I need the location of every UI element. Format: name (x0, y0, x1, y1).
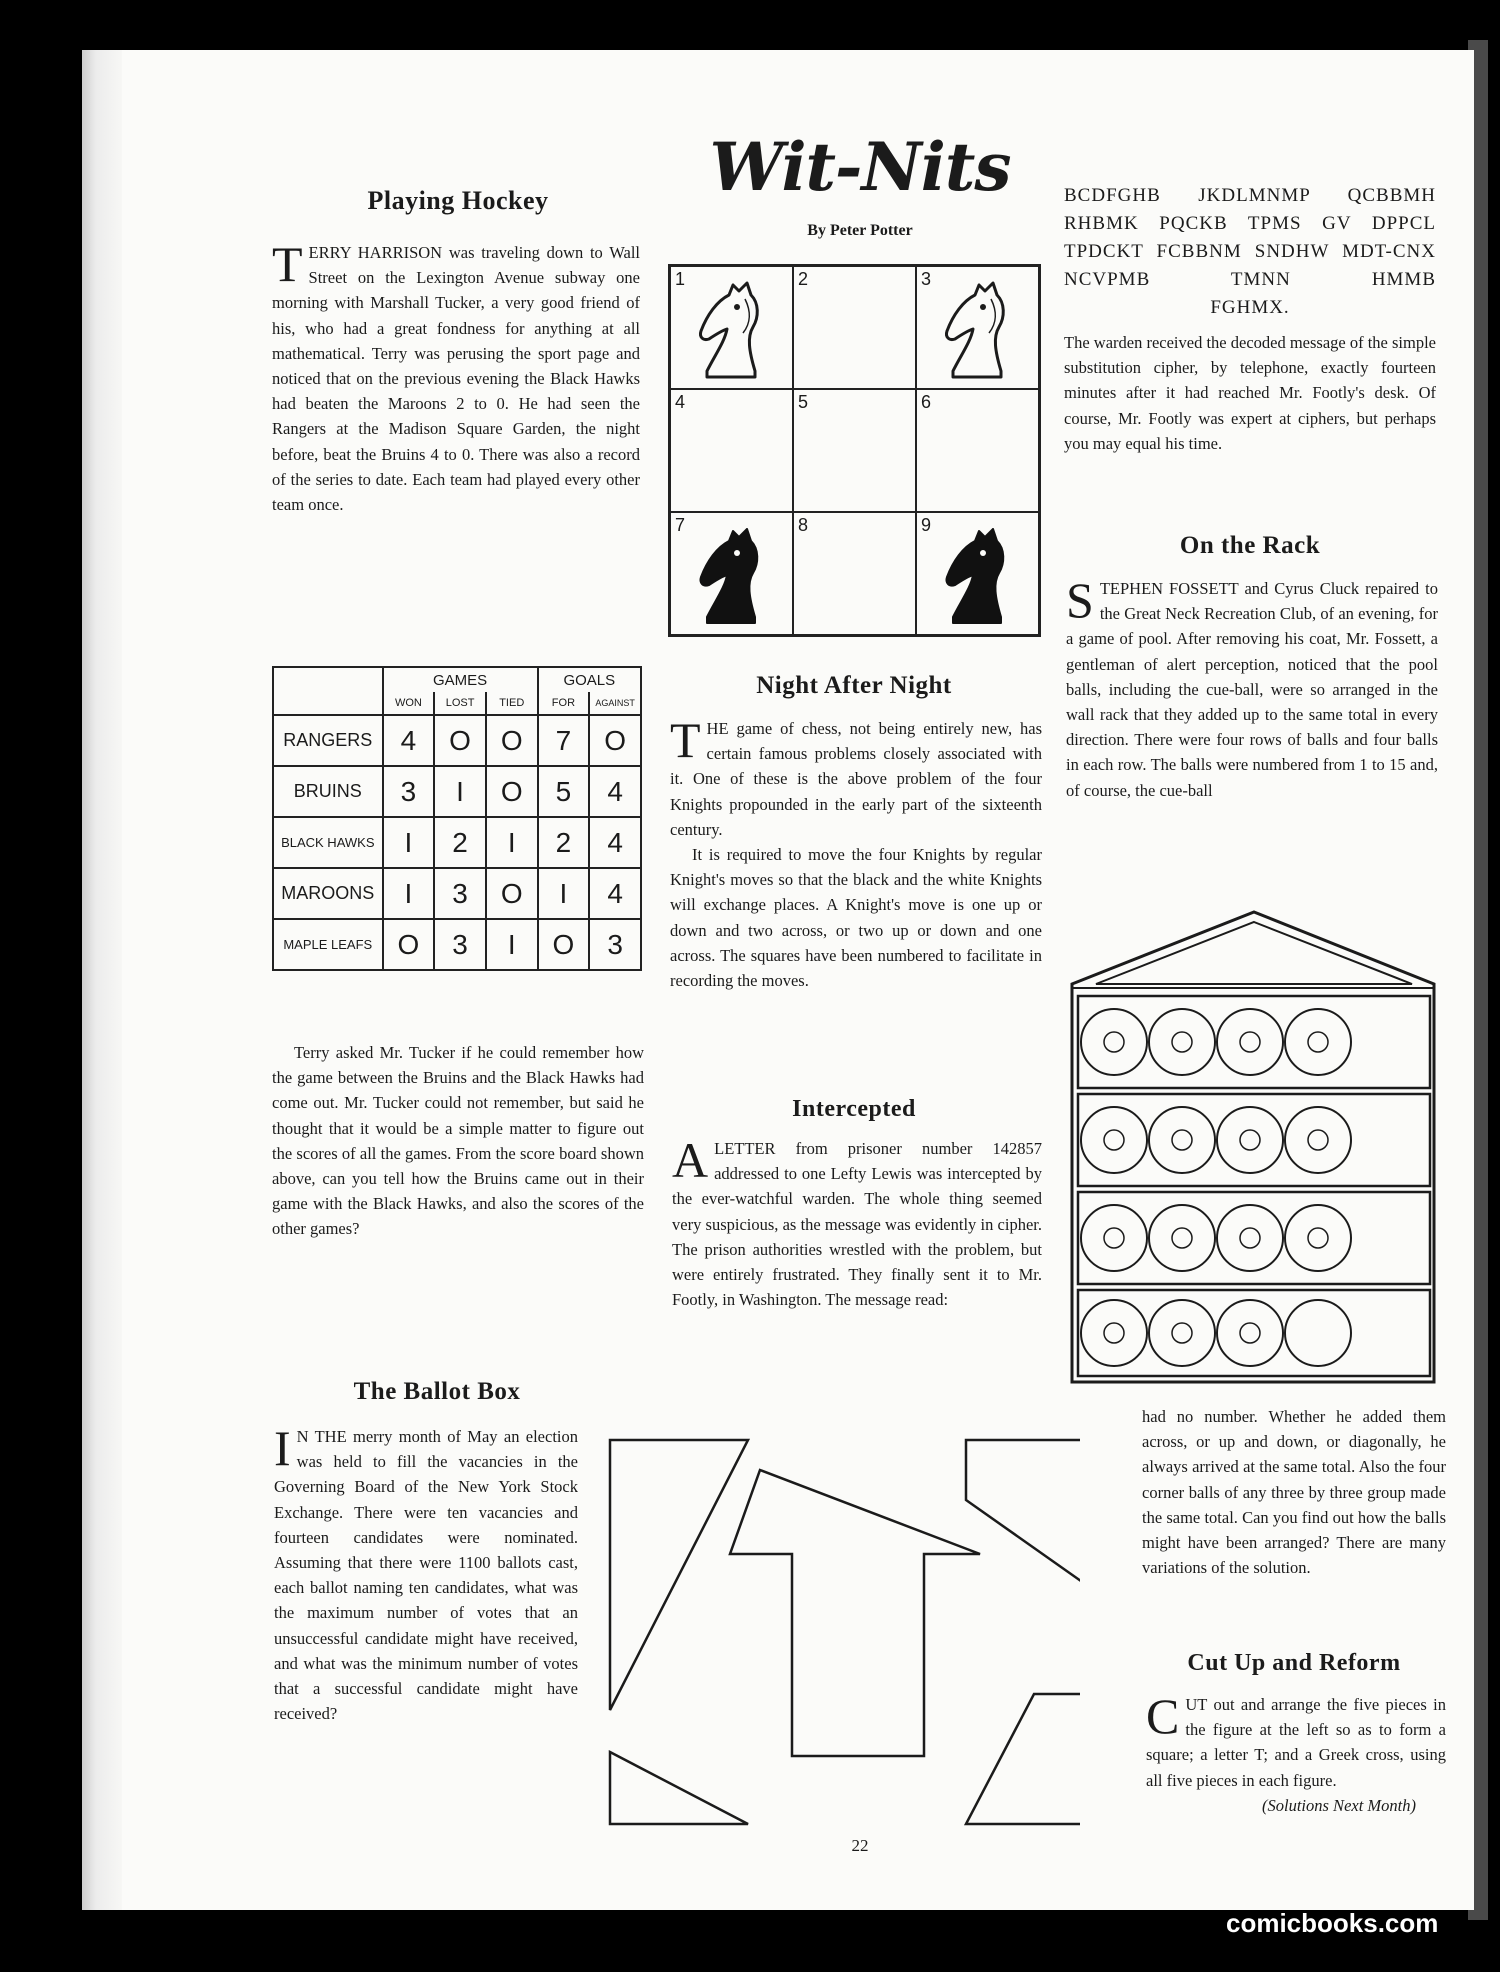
table-row (273, 868, 641, 919)
quad-piece (966, 1694, 1080, 1824)
cipher-after (1064, 330, 1436, 456)
lost-cell: I (434, 766, 486, 817)
cut-up-puzzle-figure (600, 1430, 1080, 1830)
page-binding-shadow (82, 50, 122, 1910)
square-number: 9 (921, 515, 932, 535)
pool-ball-rack-figure (1066, 906, 1442, 1386)
team-name: MAROONS (273, 868, 383, 919)
page-title: Wit-Nits (709, 128, 1011, 206)
chess-board (668, 264, 1041, 637)
table-row (273, 766, 641, 817)
hockey-question (272, 1040, 644, 1242)
intercepted-body (672, 1132, 1042, 1312)
against-cell: 4 (589, 766, 641, 817)
intercepted-dropcap: A (672, 1132, 709, 1188)
black-knight-icon (935, 527, 1019, 627)
cipher-after-text: The warden received the decoded message of the simple substitution cipher, by telephone, exactly fourteen minutes after it had reached Mr. Footly's desk. Of course, Mr. Footly was expert at ciphers, but perhaps you may equal his time. (1064, 333, 1437, 453)
lost-cell: 3 (434, 919, 486, 970)
lost-cell: 3 (434, 868, 486, 919)
table-row (273, 817, 641, 868)
table-row (273, 715, 641, 766)
small-triangle-piece (610, 1752, 748, 1824)
square-number: 3 (921, 269, 932, 289)
rack-heading: On the Rack (1179, 532, 1321, 559)
rack-body (1066, 572, 1438, 803)
trapezoid-piece (966, 1440, 1080, 1598)
night-heading: Night After Night (756, 672, 952, 699)
white-knight-icon (935, 281, 1019, 381)
solutions-note: (Solutions Next Month) (1262, 1795, 1416, 1815)
lost-cell: O (434, 715, 486, 766)
cipher-text: BCDFGHB JKDLMNMP QCBBMH RHBMK PQCKB TPMS GV DPPCL TPDCKT FCBBNM SNDHW MDT-CNX NCVPMB TMNN HMMB (1064, 185, 1436, 290)
cutup-dropcap: C (1146, 1688, 1180, 1744)
arrow-piece (730, 1470, 980, 1756)
hockey-standings-table (272, 666, 642, 971)
night-para1: HE game of chess, not being entirely new, has certain famous problems closely associated with it. One of these is the above problem of the four Knights propounded in the early part of the sixteenth century. (670, 719, 1042, 839)
chess-square (916, 512, 1039, 635)
ballot-heading: The Ballot Box (353, 1378, 521, 1405)
byline: By Peter Potter (807, 222, 913, 239)
square-number: 8 (798, 515, 809, 535)
against-cell: 4 (589, 817, 641, 868)
tied-cell: I (486, 817, 538, 868)
rack-body-text: TEPHEN FOSSETT and Cyrus Cluck repaired to the Great Neck Recreation Club, of an evening, for a game of pool. After removing his coat, Mr. Fossett, a gentleman of alert perception, noticed that the pool balls, including the cue-ball, were so arranged in the wall rack that they added up to the same total in every direction. There were four rows of balls and four balls in each row. The balls were numbered from 1 to 15 and, of course, the cue-ball (1066, 579, 1438, 800)
rack-continued-text: had no number. Whether he added them across, or up and down, or diagonally, he always arrived at the same total. Also the four corner balls of any three by three group made the same total. Can you find out how the balls might have been arranged? There are many variations of the solution. (1142, 1407, 1446, 1578)
for-cell: 7 (538, 715, 590, 766)
won-cell: I (383, 868, 435, 919)
tied-cell: O (486, 715, 538, 766)
ballot-body (274, 1420, 578, 1726)
against-cell: 4 (589, 868, 641, 919)
chess-square (916, 266, 1039, 389)
team-name: MAPLE LEAFS (273, 919, 383, 970)
team-name: BRUINS (273, 766, 383, 817)
cutup-body (1146, 1688, 1446, 1818)
hockey-intro (272, 236, 640, 517)
games-header: GAMES (383, 667, 538, 692)
hockey-intro-text: ERRY HARRISON was traveling down to Wall Street on the Lexington Avenue subway one morning with Marshall Tucker, a very good friend of his, who had a great fondness for anything at all mathematical. Terry was perusing the sport page and noticed that on the previous evening the Black Hawks had beaten the Maroons 2 to 0. He had seen the Rangers at the Madison Square Garden, the night before, beat the Bruins 4 to 0. There was also a record of the series to date. Each team had played every other team once. (272, 243, 640, 515)
won-cell: 4 (383, 715, 435, 766)
intercepted-text: LETTER from prisoner number 142857 addressed to one Lefty Lewis was intercepted by the ever-watchful warden. The whole thing seemed very suspicious, as the message was evidently in cipher. The prison authorities wrestled with the problem, but were entirely frustrated. They finally sent it to Mr. Footly, in Washington. The message read: (672, 1139, 1042, 1310)
table-row (273, 919, 641, 970)
col-won: WON (383, 692, 435, 715)
against-cell: 3 (589, 919, 641, 970)
page-number: 22 (851, 1836, 869, 1855)
comicbooks-watermark: comicbooks.com (1226, 1908, 1439, 1938)
chess-square (793, 389, 916, 512)
goals-header: GOALS (538, 667, 641, 692)
col-tied: TIED (486, 692, 538, 715)
chess-square (670, 266, 793, 389)
lost-cell: 2 (434, 817, 486, 868)
chess-square (793, 512, 916, 635)
square-number: 5 (798, 392, 809, 412)
rack-continued (1142, 1404, 1446, 1580)
for-cell: 2 (538, 817, 590, 868)
table-corner (273, 667, 383, 715)
night-dropcap: T (670, 712, 701, 768)
col-lost: LOST (434, 692, 486, 715)
chess-square (670, 512, 793, 635)
tied-cell: I (486, 919, 538, 970)
col-against: AGAINST (589, 692, 641, 715)
ballot-dropcap: I (274, 1420, 291, 1476)
square-number: 1 (675, 269, 686, 289)
white-knight-icon (689, 281, 773, 381)
cutup-body-text: UT out and arrange the five pieces in the figure at the left so as to form a square; a letter T; and a Greek cross, using all five pieces in each figure. (1146, 1695, 1446, 1790)
cipher-end: FGHMX. (1210, 297, 1290, 318)
night-body (670, 712, 1042, 993)
won-cell: O (383, 919, 435, 970)
tied-cell: O (486, 766, 538, 817)
for-cell: I (538, 868, 590, 919)
chess-square (793, 266, 916, 389)
tied-cell: O (486, 868, 538, 919)
won-cell: 3 (383, 766, 435, 817)
ballot-body-text: N THE merry month of May an election was held to fill the vacancies in the Governing Board of the New York Stock Exchange. There were ten vacancies and fourteen candidates were nominated. Assuming that there were 1100 ballots cast, each ballot naming ten candidates, what was the maximum number of votes that an unsuccessful candidate might have received, and what was the minimum number of votes that a successful candidate might have received? (274, 1427, 578, 1724)
hockey-dropcap: T (272, 236, 303, 292)
for-cell: O (538, 919, 590, 970)
square-number: 7 (675, 515, 686, 535)
team-name: RANGERS (273, 715, 383, 766)
hockey-question-text: Terry asked Mr. Tucker if he could remember how the game between the Bruins and the Black Hawks had come out. Mr. Tucker could not remember, but said he thought that it would be a simple matter to figure out the scores of all the games. From the score board shown above, can you tell how the Bruins came out in their game with the Black Hawks, and also the scores of the other games? (272, 1043, 644, 1239)
square-number: 2 (798, 269, 809, 289)
chess-square (670, 389, 793, 512)
hockey-heading: Playing Hockey (367, 186, 549, 215)
black-knight-icon (689, 527, 773, 627)
square-number: 4 (675, 392, 686, 412)
pool-balls (1081, 1009, 1351, 1366)
col-for: FOR (538, 692, 590, 715)
cipher-block (1064, 182, 1436, 322)
intercepted-heading: Intercepted (792, 1096, 916, 1122)
square-number: 6 (921, 392, 932, 412)
night-para2: It is required to move the four Knights by regular Knight's moves so that the black and the white Knights will exchange places. A Knight's move is one up or down and two across, or two up or down and one across. The squares have been numbered to facilitate in recording the moves. (670, 845, 1042, 991)
chess-square (916, 389, 1039, 512)
rack-dropcap: S (1066, 572, 1094, 628)
team-name: BLACK HAWKS (273, 817, 383, 868)
for-cell: 5 (538, 766, 590, 817)
won-cell: I (383, 817, 435, 868)
cutup-heading: Cut Up and Reform (1187, 1650, 1401, 1676)
triangle-piece (610, 1440, 748, 1710)
against-cell: O (589, 715, 641, 766)
